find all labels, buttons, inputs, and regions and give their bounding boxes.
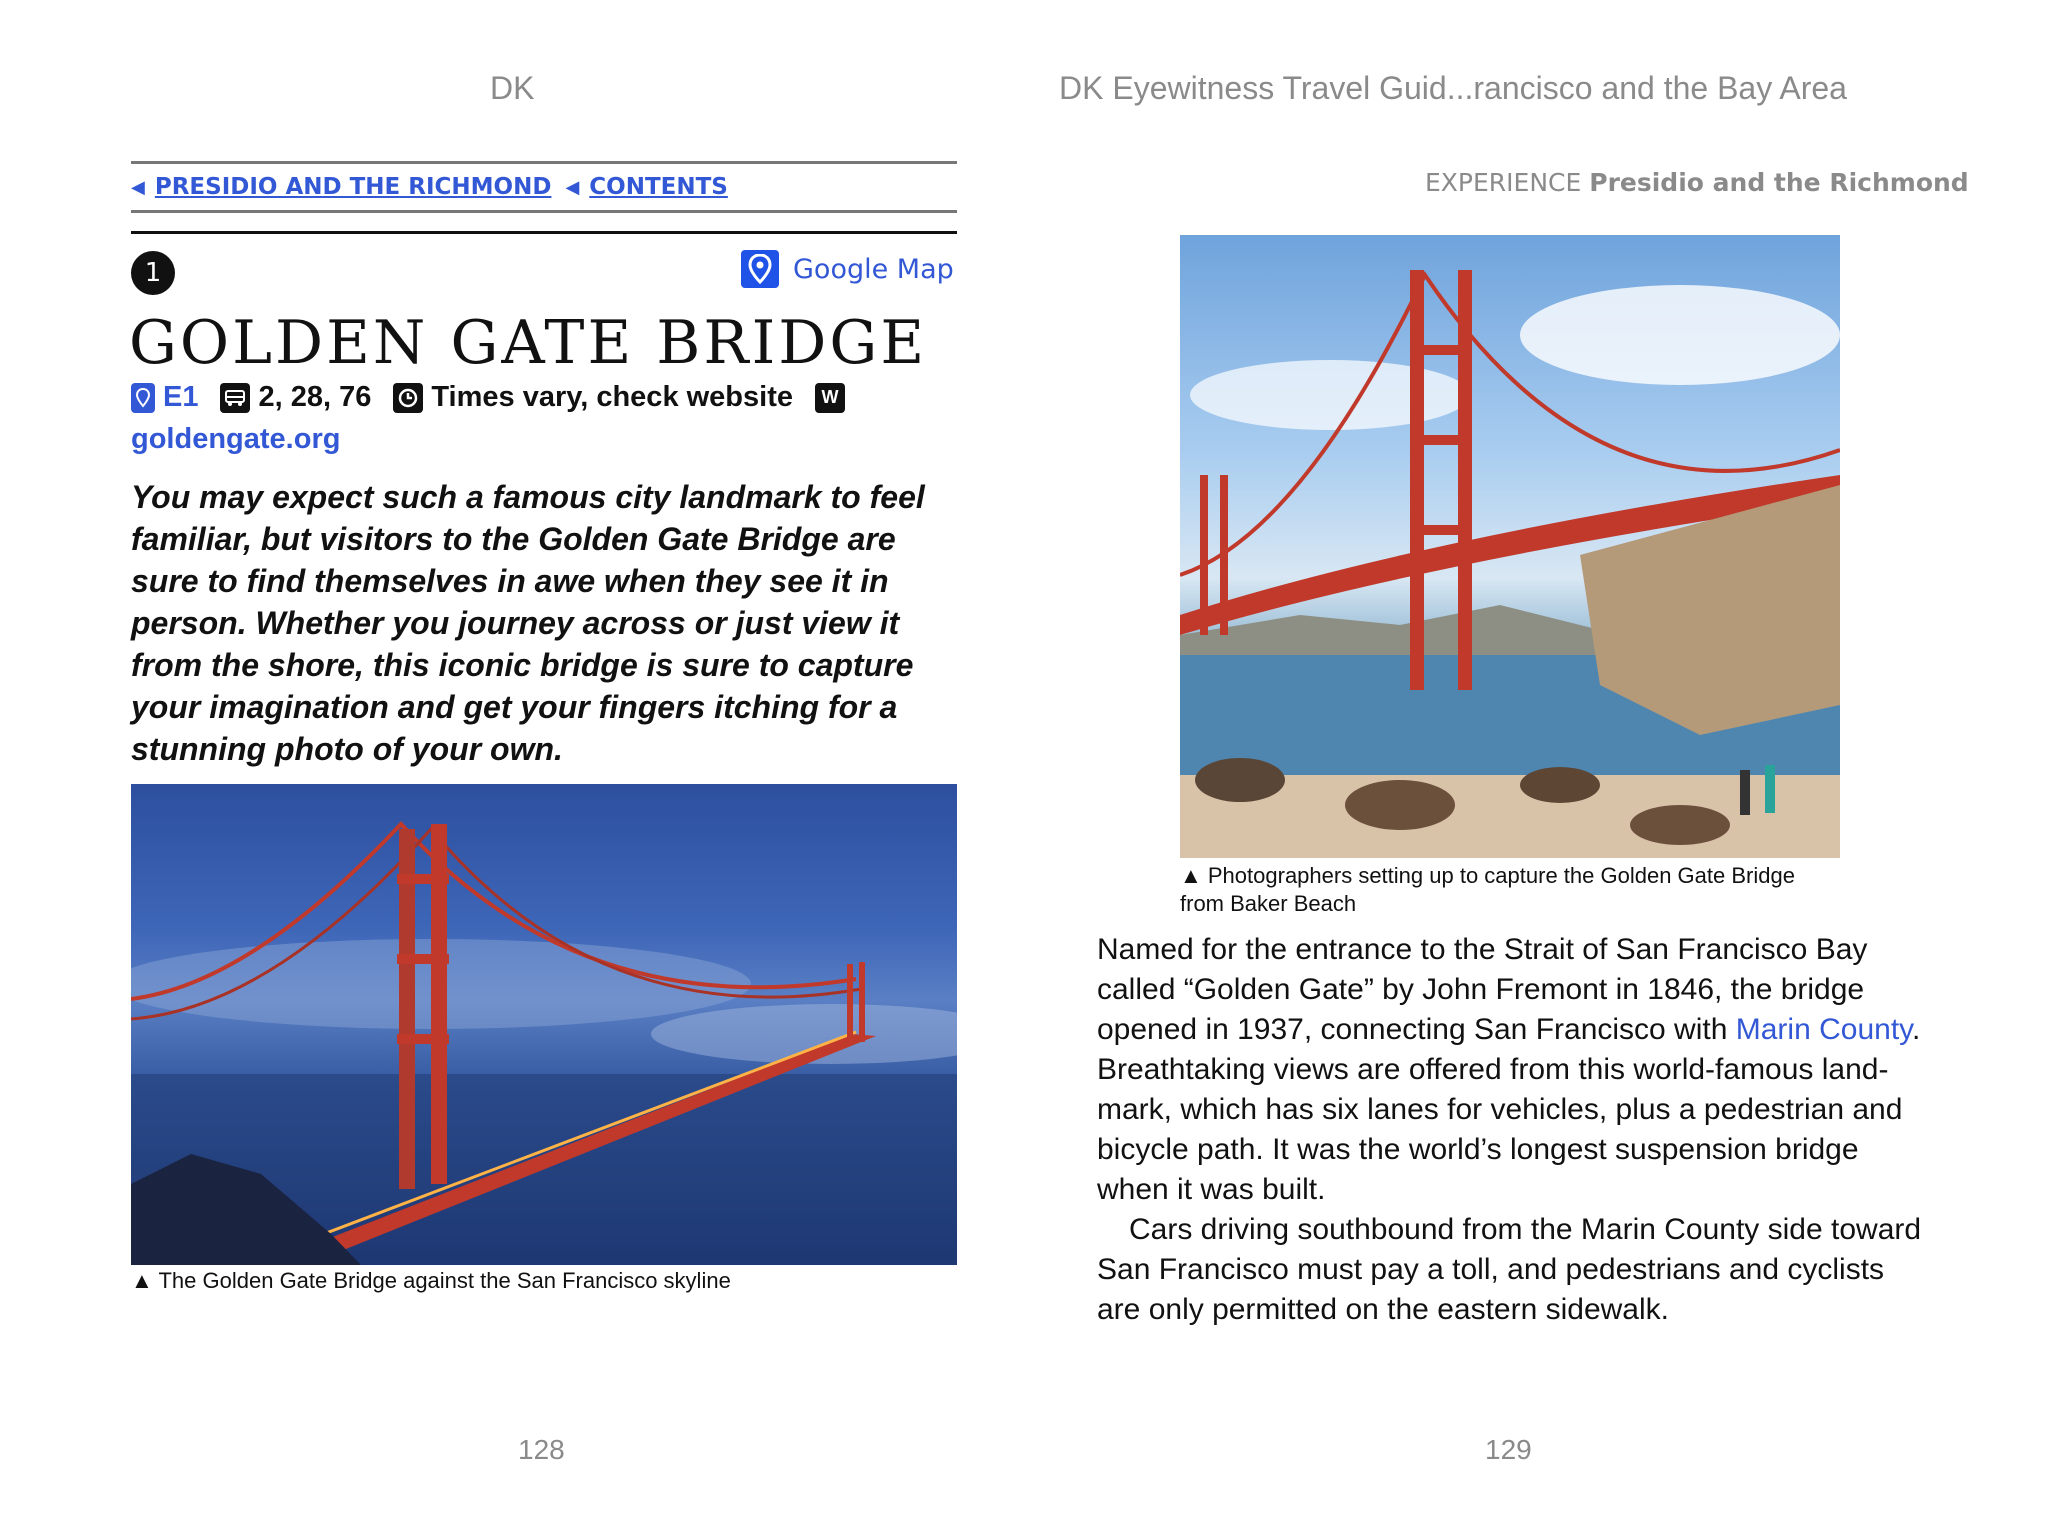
section-label: EXPERIENCE [1425,168,1582,197]
intro-text: You may expect such a famous city landmark to feel familiar, but visitors to the Golden Gate Bridge are sure to find themselves in awe when they see it in person. Whether you journey across or just view it from the shore, this iconic bridge is sure to capture your imagination and get your fingers itching for a stunning photo of your own. [131,479,925,767]
opening-hours: Times vary, check website [431,381,793,413]
website-link[interactable]: goldengate.org [131,423,341,455]
marin-county-link[interactable]: Marin County [1735,1013,1912,1046]
clock-icon [393,383,423,413]
presidio-link[interactable]: PRESIDIO AND THE RICHMOND [154,174,552,200]
paragraph: Cars driving southbound from the Marin County side toward San Francisco must pay a toll, and pedestrians and cyclists are only permitted on the eastern sidewalk. [1097,1213,1922,1326]
back-arrow-icon: ◀ [131,176,145,198]
page-number: 129 [1485,1434,1532,1465]
breadcrumb [131,161,957,213]
google-map-pin-icon [741,250,779,288]
book-title: DK Eyewitness Travel Guid...rancisco and the Bay Area [1059,70,1847,106]
section-header [1425,168,1969,197]
photo-caption: ▲ Photographers setting up to capture the Golden Gate Bridge from Baker Beach [1180,863,1795,916]
bus-routes: 2, 28, 76 [258,381,372,413]
google-map-label: Google Map [793,253,954,285]
back-arrow-icon: ◀ [565,176,580,198]
text-run: . Breathtaking views are offered from this world-famous land-mark, which has six lanes for vehicles, plus a pedestrian and bicycle path. It was the world’s longest suspension bridge when it was built. [1097,1013,1921,1206]
grid-reference[interactable]: E1 [163,381,199,413]
page-number: 128 [518,1434,565,1465]
map-pin-icon [131,383,155,413]
page-title: GOLDEN GATE BRIDGE [129,308,928,378]
text-run: Named for the entrance to the Strait of San Francisco Bay called “Golden Gate” by John Fremont in 1846, the bridge opened in 1937, connecting San Francisco with [1097,933,1868,1046]
divider [131,231,957,234]
entry-number-badge: 1 [131,251,175,295]
bus-icon [220,383,250,413]
baker-beach-photo [1180,235,1840,858]
left-running-head: DK [490,70,535,106]
website-icon: W [815,383,845,413]
photo-caption: ▲ The Golden Gate Bridge against the San Francisco skyline [131,1268,731,1293]
section-name: Presidio and the Richmond [1589,168,1969,197]
google-map-link[interactable] [741,250,954,288]
practical-info [131,381,845,414]
body-text [1097,930,1927,1330]
paragraph [1097,930,1927,1210]
contents-link[interactable]: CONTENTS [589,174,728,200]
golden-gate-night-photo [131,784,957,1265]
